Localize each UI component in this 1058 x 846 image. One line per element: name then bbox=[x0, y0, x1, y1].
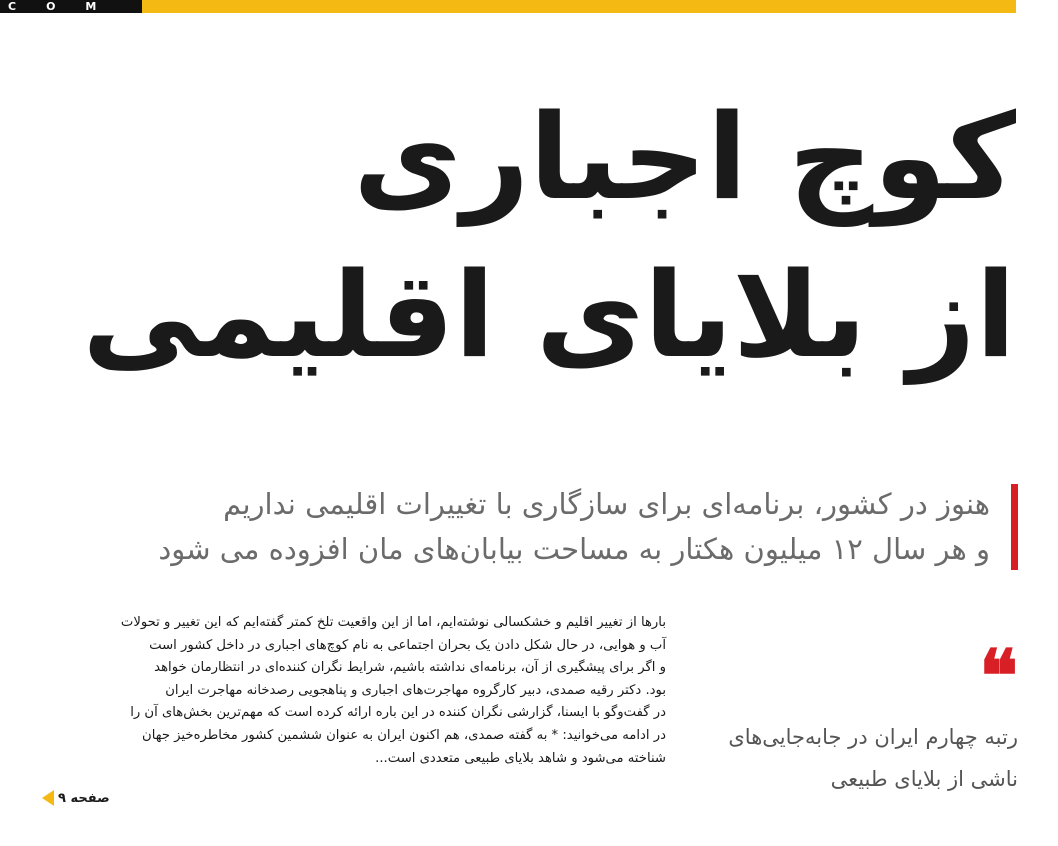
body-paragraph bbox=[36, 612, 666, 770]
chevron-left-icon bbox=[42, 790, 54, 806]
headline bbox=[82, 78, 1016, 394]
body-line-7: شناخته می‌شود و شاهد بلایای طبیعی متعددی است... bbox=[375, 750, 666, 766]
pullquote-line-1: رتبه چهارم ایران در جابه‌جایی‌های bbox=[728, 725, 1018, 749]
headline-line-2: از بلایای اقلیمی bbox=[82, 246, 1016, 384]
lead-accent-bar bbox=[1011, 484, 1018, 570]
pullquote-line-2: ناشی از بلایای طبیعی bbox=[830, 767, 1018, 791]
quote-icon: ❝ bbox=[979, 633, 1018, 718]
continued-on-page-link[interactable] bbox=[42, 790, 110, 806]
lead-line-1: هنوز در کشور، برنامه‌ای برای سازگاری با تغییرات اقلیمی نداریم bbox=[223, 487, 990, 521]
masthead-bar bbox=[0, 0, 1016, 13]
body-line-4: بود. دکتر رقیه صمدی، دبیر کارگروه مهاجرت‌های اجباری و پناهجویی رصدخانه مهاجرت ایران bbox=[165, 682, 666, 698]
body-line-5: در گفت‌وگو با ایسنا، گزارشی نگران کننده در این باره ارائه کرده است که مهم‌ترین بخش‌های آن را bbox=[130, 705, 666, 721]
lead-line-2: و هر سال ۱۲ میلیون هکتار به مساحت بیابان‌های مان افزوده می شود bbox=[158, 532, 990, 566]
headline-line-1: کوچ اجباری bbox=[353, 88, 1016, 226]
body-line-3: و اگر برای پیشگیری از آن، برنامه‌ای نداشته باشیم، شرایط نگران کننده‌ای در انتظارمان خواهد bbox=[154, 660, 666, 676]
body-line-2: آب و هوایی، در حال شکل دادن یک بحران اجتماعی به نام کوچ‌های اجباری در داخل کشور است bbox=[149, 637, 666, 653]
masthead-label: COM bbox=[0, 0, 142, 13]
body-line-6: در ادامه می‌خوانید: * به گفته صمدی، هم اکنون ایران به عنوان ششمین کشور مخاطره‌خیز جهان bbox=[142, 727, 666, 743]
pullquote bbox=[668, 716, 1018, 800]
lead-paragraph bbox=[90, 482, 990, 572]
body-line-1: بارها از تغییر اقلیم و خشکسالی نوشته‌ایم، اما از این واقعیت تلخ کمتر گفته‌ایم که این تغییر و تحولات bbox=[120, 615, 666, 630]
continued-page-label: صفحه ۹ bbox=[58, 790, 110, 806]
